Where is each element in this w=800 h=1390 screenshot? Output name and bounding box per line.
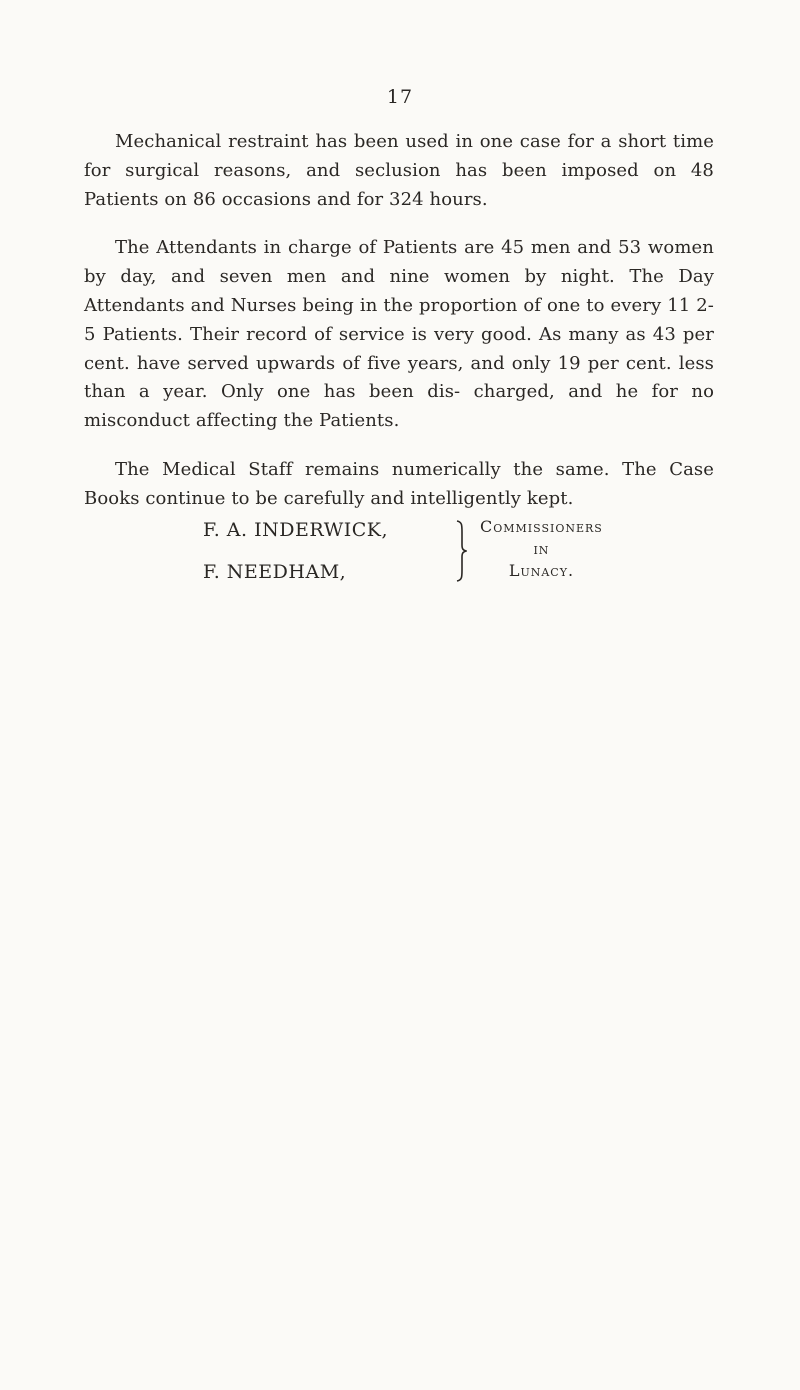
title-line: Lunacy. — [508, 561, 575, 580]
paragraph-medical-staff: The Medical Staff remains numerically the same. The Case Books continue to be carefully and intelligently kept. — [84, 458, 714, 509]
title-line: in — [533, 539, 550, 558]
signature-block — [203, 516, 663, 616]
page-number: 17 — [386, 86, 414, 108]
signatory-title — [480, 516, 603, 582]
paragraph-attendants: The Attendants in charge of Patients are 45 men and 53 women by day, and seven men and nine women by night. The Day Attendants and Nurses being in the proportion of one to every 11 2-5 Patients. Their record of service is very good. As many as 43 per cent. have served upwards of five years, and only 19 per cent. less than a year. Only one has been dis- charged, and he for no misconduct affecting the Patients. — [84, 237, 714, 432]
signatory-name: F. A. INDERWICK, — [203, 519, 389, 541]
signatory-name: F. NEEDHAM, — [203, 561, 347, 583]
body-text — [84, 128, 714, 534]
brace-icon — [455, 520, 467, 582]
paragraph-restraint: Mechanical restraint has been used in one case for a short time for surgical reasons, and seclusion has been imposed on 48 Patients on 86 occasions and for 324 hours. — [84, 131, 714, 210]
signatory-names — [203, 516, 388, 586]
title-line: Commissioners — [480, 517, 603, 536]
